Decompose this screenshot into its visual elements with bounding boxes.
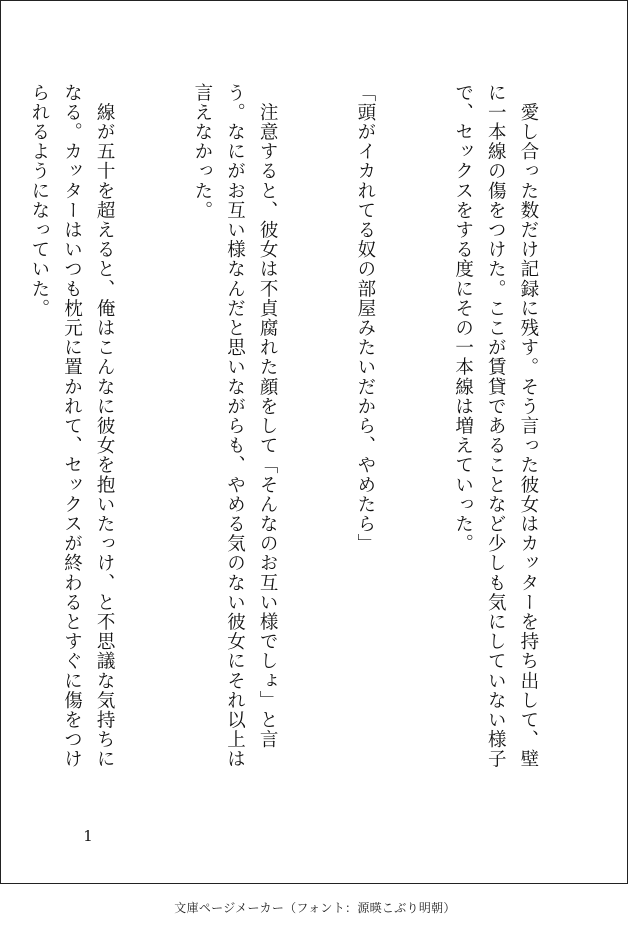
page-number: 1 [83, 827, 93, 845]
paragraph-1: 愛し合った数だけ記録に残す。そう言った彼女はカッターを持ち出して、壁に一本線の傷をつけた。ここが賃貸であることなど少しも気にしていない様子で、セックスをする度にその一本線は増えていった。 [452, 83, 539, 769]
body-text [0, 83, 609, 783]
paragraph-3: 注意すると、彼女は不貞腐れた顔をして「そんなのお互い様でしょ」と言う。なにがお互い様なんだと思いながらも、やめる気のない彼女にそれ以上は言えなかった。 [191, 83, 279, 769]
paragraph-4: 線が五十を超えると、俺はこんなに彼女を抱いたっけ、と不思議な気持ちになる。カッターはいつも枕元に置かれて、セックスが終わるとすぐに傷をつけられるようになっていた。 [28, 83, 116, 769]
paragraph-2: 「頭がイカれてる奴の部屋みたいだから、やめたら」 [354, 83, 376, 554]
footer-credit: 文庫ページメーカー（フォント：源暎こぶり明朝） [174, 901, 456, 915]
